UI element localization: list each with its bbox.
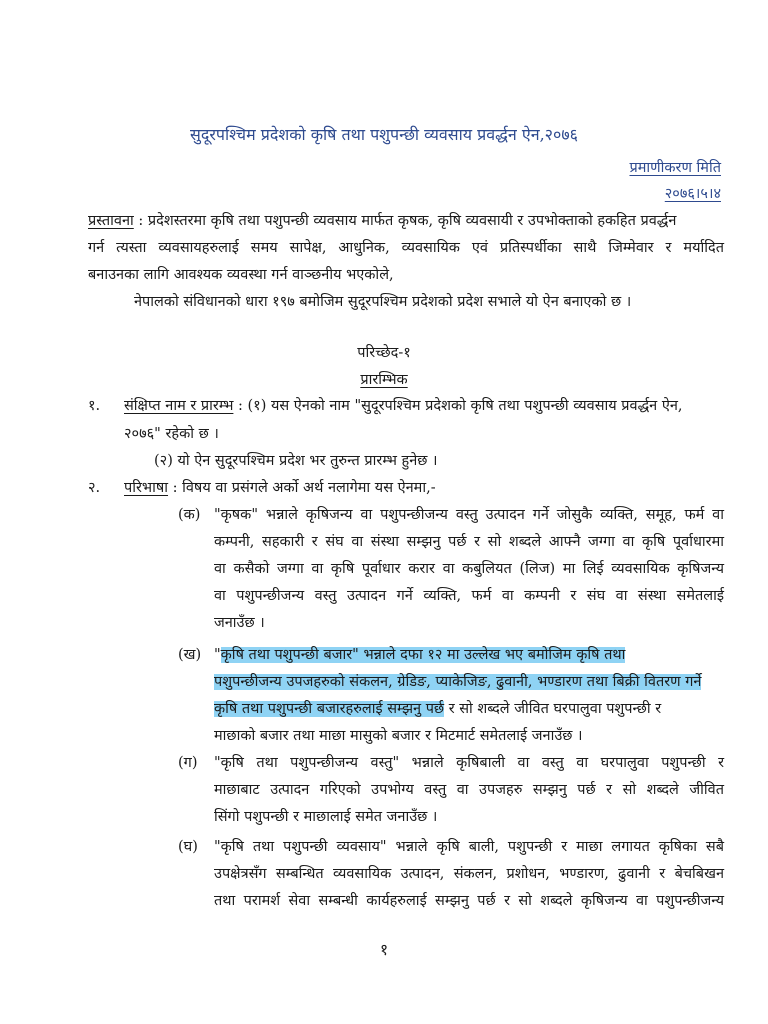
chapter-name: प्रारम्भिक — [360, 372, 408, 388]
clause-ka-line: कम्पनी, सहकारी र संघ वा संस्था सम्झनु पर्छ र सो शब्दले आफ्नै जग्गा वा कृषि पूर्वाधारमा — [214, 534, 724, 550]
section-1-subsection-2: (२) यो ऐन सुदूरपश्चिम प्रदेश भर तुरुन्त प्रारम्भ हुनेछ । — [154, 453, 438, 469]
section-1-line-1: संक्षिप्त नाम र प्रारम्भ : (१) यस ऐनको नाम "सुदूरपश्चिम प्रदेशको कृषि तथा पशुपन्छी व्यवसाय प्रवर्द्धन ऐन, — [124, 398, 683, 414]
clause-ga-marker: (ग) — [178, 755, 198, 771]
page-number: १ — [379, 940, 389, 959]
preamble-line-3: बनाउनका लागि आवश्यक व्यवस्था गर्न वाञ्छनीय भएकोले, — [88, 267, 394, 283]
highlighted-text: कृषि तथा पशुपन्छी बजार" भन्नाले दफा १२ मा उल्लेख भए बमोजिम कृषि तथा — [220, 647, 626, 663]
section-2-intro: परिभाषा : विषय वा प्रसंगले अर्को अर्थ नलागेमा यस ऐनमा,- — [124, 480, 436, 496]
clause-gha-line: उपक्षेत्रसँग सम्बन्धित व्यवसायिक उत्पादन, संकलन, प्रशोधन, भण्डारण, ढुवानी र बेचबिखन — [214, 866, 724, 882]
clause-ka-line: "कृषक" भन्नाले कृषिजन्य वा पशुपन्छीजन्य वस्तु उत्पादन गर्ने जोसुकै व्यक्ति, समूह, फर्म वा — [214, 507, 724, 523]
section-1-heading: संक्षिप्त नाम र प्रारम्भ — [124, 398, 234, 414]
clause-ka-line: वा पशुपन्छीजन्य वस्तु उत्पादन गर्ने व्यक्ति, फर्म वा कम्पनी र संघ वा संस्था समेतलाई — [214, 588, 724, 604]
clause-kha-line-4: माछाको बजार तथा माछा मासुको बजार र मिटमार्ट समेतलाई जनाउँछ । — [214, 728, 583, 744]
clause-ka-line: वा कसैको जग्गा वा कृषि पूर्वाधार करार वा कबुलियत (लिज) मा लिई व्यवसायिक कृषिजन्य — [214, 561, 724, 577]
clause-ka-line: जनाउँछ । — [214, 615, 265, 631]
clause-ga-line: माछाबाट उत्पादन गरिएको उपभोग्य वस्तु वा उपजहरु सम्झनु पर्छ र सो शब्दले जीवित — [214, 782, 724, 798]
preamble-line-4: नेपालको संविधानको धारा १९७ बमोजिम सुदूरपश्चिम प्रदेशको प्रदेश सभाले यो ऐन बनाएको छ । — [134, 294, 632, 310]
clause-kha-marker: (ख) — [178, 647, 202, 663]
preamble-line-1: प्रस्तावना : प्रदेशस्तरमा कृषि तथा पशुपन्छी व्यवसाय मार्फत कृषक, कृषि व्यवसायी र उपभोक्ताको हकहित प्रवर्द्धन — [88, 213, 677, 229]
certification-date: २०७६।५।४ — [664, 186, 721, 202]
preamble-label: प्रस्तावना — [88, 213, 134, 229]
chapter-number: परिच्छेद-१ — [357, 345, 411, 361]
section-1-line-2: २०७६" रहेको छ । — [124, 426, 219, 442]
clause-ga-line: "कृषि तथा पशुपन्छीजन्य वस्तु" भन्नाले कृषिबाली वा वस्तु वा घरपालुवा पशुपन्छी र — [214, 755, 724, 771]
clause-gha-marker: (घ) — [178, 839, 198, 855]
section-2-number: २. — [88, 480, 101, 496]
clause-kha-line-1: "कृषि तथा पशुपन्छी बजार" भन्नाले दफा १२ मा उल्लेख भए बमोजिम कृषि तथा — [214, 647, 626, 663]
highlighted-text: कृषि तथा पशुपन्छी बजारहरुलाई सम्झनु पर्छ — [214, 701, 445, 717]
act-title: सुदूरपश्चिम प्रदेशको कृषि तथा पशुपन्छी व्यवसाय प्रवर्द्धन ऐन,२०७६ — [190, 125, 578, 144]
clause-gha-line: तथा परामर्श सेवा सम्बन्धी कार्यहरुलाई सम्झनु पर्छ र सो शब्दले कृषिजन्य वा पशुपन्छीजन्य — [214, 893, 724, 909]
clause-ga-line: सिंगो पशुपन्छी र माछालाई समेत जनाउँछ । — [214, 809, 438, 825]
highlighted-text: पशुपन्छीजन्य उपजहरुको संकलन, ग्रेडिङ, प्याकेजिङ, ढुवानी, भण्डारण तथा बिक्री वितरण गर्ने — [214, 674, 702, 690]
preamble-line-2: गर्न त्यस्ता व्यवसायहरुलाई समय सापेक्ष, आधुनिक, व्यवसायिक एवं प्रतिस्पर्धीका साथै जिम्मेवार र मर्यादित — [88, 240, 724, 256]
clause-kha-line-2 — [214, 672, 728, 692]
section-1-number: १. — [88, 398, 101, 414]
clause-kha-line-3: कृषि तथा पशुपन्छी बजारहरुलाई सम्झनु पर्छ र सो शब्दले जीवित घरपालुवा पशुपन्छी र — [214, 701, 662, 717]
section-2-heading: परिभाषा — [124, 480, 169, 496]
clause-gha-line: "कृषि तथा पशुपन्छी व्यवसाय" भन्नाले कृषि बाली, पशुपन्छी र माछा लगायत कृषिका सबै — [214, 839, 724, 855]
clause-ka-marker: (क) — [178, 507, 201, 523]
certification-label: प्रमाणीकरण मिति — [629, 160, 721, 176]
